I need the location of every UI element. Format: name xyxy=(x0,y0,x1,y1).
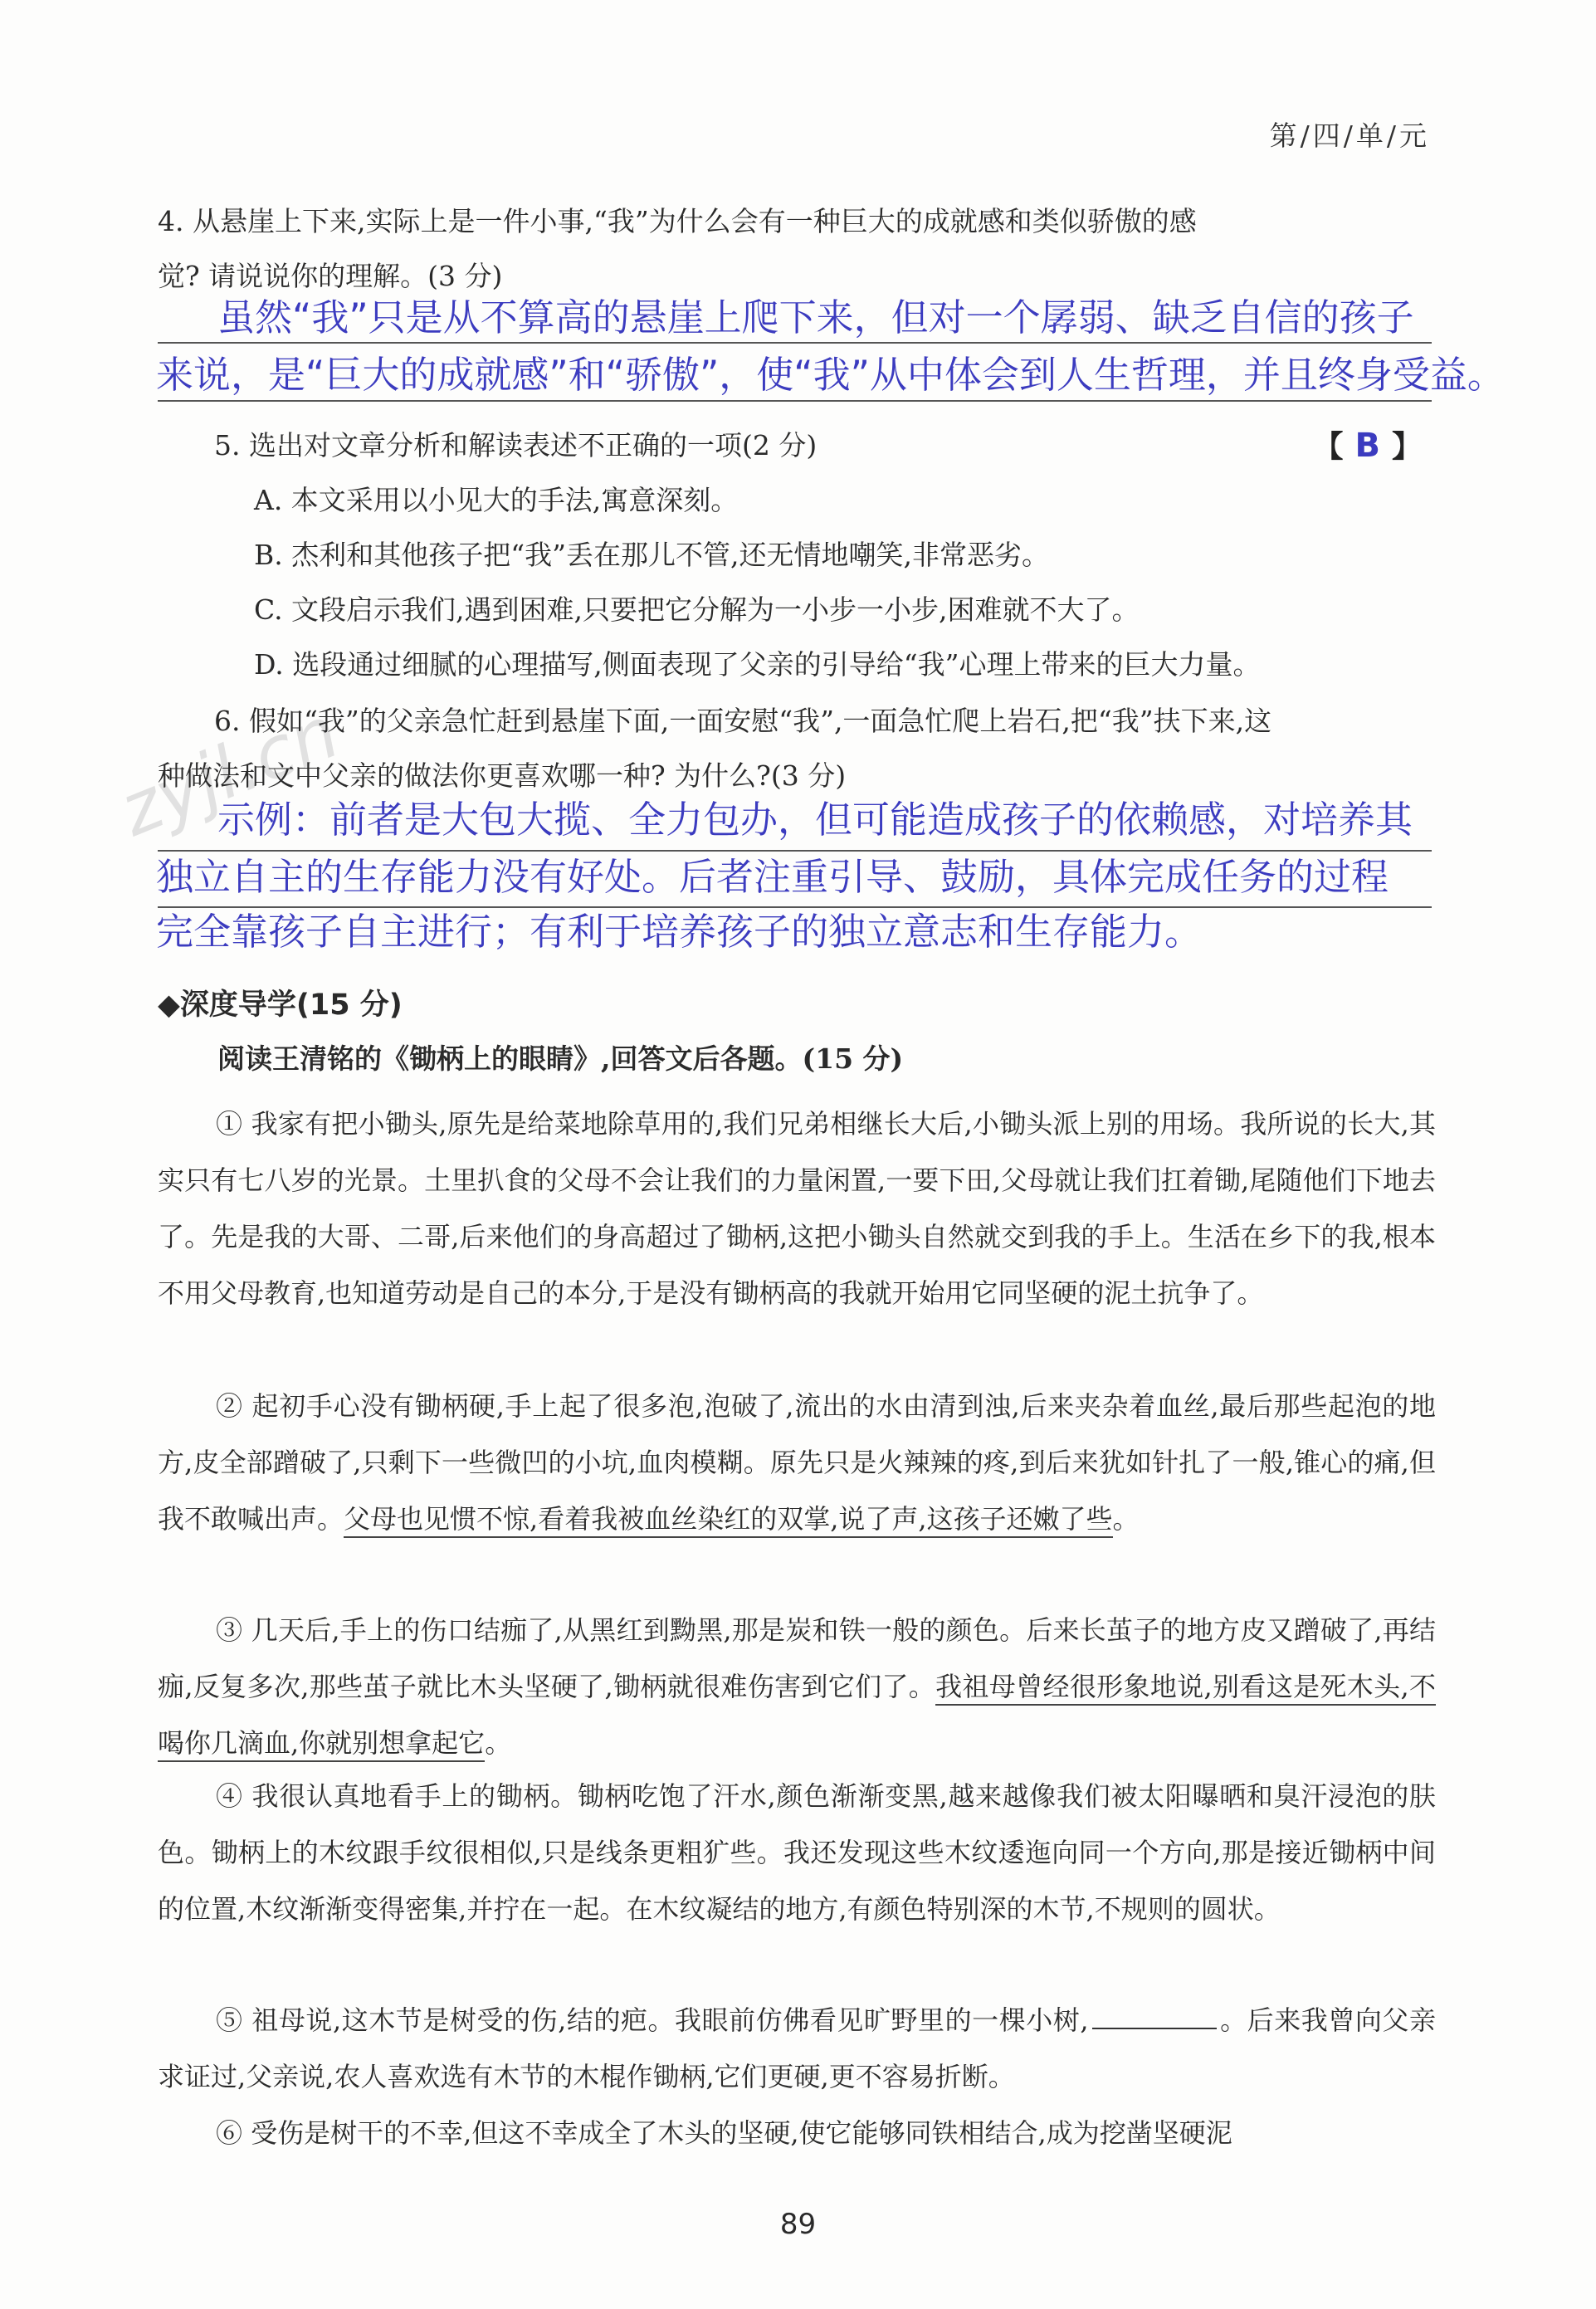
bracket-close: 】 xyxy=(1391,429,1422,464)
passage-paragraph-6: ⑥ 受伤是树干的不幸,但这不幸成全了木头的坚硬,使它能够同铁相结合,成为挖凿坚硬泥 xyxy=(216,2117,1232,2149)
passage-paragraph-5 xyxy=(158,1992,1436,2105)
question-6-answer-line3: 完全靠孩子自主进行；有利于培养孩子的独立意志和生存能力。 xyxy=(156,910,1203,954)
paragraph-3-underlined: 我祖母曾经很形象地说,别看这是死木头,不喝你几滴血,你就别想拿起它 xyxy=(158,1671,1436,1762)
question-5-answer: B xyxy=(1354,427,1380,465)
option-a: A. 本文采用以小见大的手法,寓意深刻。 xyxy=(254,484,739,516)
unit-label: 第/四/单/元 xyxy=(1269,120,1430,152)
question-4-answer-line1: 虽然“我”只是从不算高的悬崖上爬下来，但对一个孱弱、缺乏自信的孩子 xyxy=(217,295,1414,339)
bracket-open: 【 xyxy=(1313,429,1344,464)
paragraph-5-text-a: ⑤ 祖母说,这木节是树受的伤,结的疤。我眼前仿佛看见旷野里的一棵小树, xyxy=(216,2004,1089,2036)
paragraph-5-text-b: 。后来我曾向父亲求证过,父亲说,农人喜欢选有木节的木棍作锄柄,它们更硬,更不容易折断。 xyxy=(158,2004,1436,2092)
question-6-answer-line1: 示例：前者是大包大揽、全力包办，但可能造成孩子的依赖感，对培养其 xyxy=(217,798,1413,842)
option-d: D. 选段通过细腻的心理描写,侧面表现了父亲的引导给“我”心理上带来的巨大力量。 xyxy=(254,648,1261,681)
passage-paragraph-3 xyxy=(158,1602,1436,1771)
question-6-answer-line2: 独立自主的生存能力没有好处。后者注重引导、鼓励，具体完成任务的过程 xyxy=(156,855,1389,899)
paragraph-3-end: 。 xyxy=(485,1727,512,1759)
question-4-line2: 觉? 请说说你的理解。(3 分) xyxy=(158,260,503,292)
option-b: B. 杰利和其他孩子把“我”丢在那儿不管,还无情地嘲笑,非常恶劣。 xyxy=(254,539,1049,571)
passage-paragraph-2 xyxy=(158,1378,1436,1547)
question-4-line1: 4. 从悬崖上下来,实际上是一件小事,“我”为什么会有一种巨大的成就感和类似骄傲的感 xyxy=(158,205,1197,237)
paragraph-2-text: ② 起初手心没有锄柄硬,手上起了很多泡,泡破了,流出的水由清到浊,后来夹杂着血丝,最后那些起泡的地方,皮全部蹭破了,只剩下一些微凹的小坑,血肉模糊。原先只是火辣辣的疼,到后来犹如针扎了一般,锥心的痛,但我不敢喊出声。 xyxy=(158,1390,1436,1535)
question-5-stem: 5. 选出对文章分析和解读表述不正确的一项(2 分) xyxy=(214,429,818,461)
question-4-answer-line2: 来说，是“巨大的成就感”和“骄傲”，使“我”从中体会到人生哲理，并且终身受益。 xyxy=(156,353,1505,397)
passage-paragraph-1: ① 我家有把小锄头,原先是给菜地除草用的,我们兄弟相继长大后,小锄头派上别的用场。我所说的长大,其实只有七八岁的光景。土里扒食的父母不会让我们的力量闲置,一要下田,父母就让我们扛着锄,尾随他们下地去了。先是我的大哥、二哥,后来他们的身高超过了锄柄,这把小锄头自然就交到我的手上。生活在乡下的我,根本不用父母教育,也知道劳动是自己的本分,于是没有锄柄高的我就开始用它同坚硬的泥土抗争了。 xyxy=(158,1108,1436,1309)
question-5-answer-box xyxy=(1313,423,1422,466)
answer-rule xyxy=(158,400,1432,402)
paragraph-2-underlined: 父母也见惯不惊,看着我被血丝染红的双掌,说了声,这孩子还嫩了些 xyxy=(344,1503,1113,1538)
question-6-line2: 种做法和文中父亲的做法你更喜欢哪一种? 为什么?(3 分) xyxy=(158,759,847,792)
section-title: ◆深度导学(15 分) xyxy=(158,989,403,1022)
option-c: C. 文段启示我们,遇到困难,只要把它分解为一小步一小步,困难就不大了。 xyxy=(254,593,1140,626)
fill-in-blank[interactable] xyxy=(1092,2028,1217,2029)
paragraph-2-end: 。 xyxy=(1112,1503,1140,1535)
page-number: 89 xyxy=(779,2208,817,2241)
passage-paragraph-4: ④ 我很认真地看手上的锄柄。锄柄吃饱了汗水,颜色渐渐变黑,越来越像我们被太阳曝晒和臭汗浸泡的肤色。锄柄上的木纹跟手纹很相似,只是线条更粗犷些。我还发现这些木纹逶迤向同一个方向,那是接近锄柄中间的位置,木纹渐渐变得密集,并拧在一起。在木纹凝结的地方,有颜色特别深的木节,不规则的圆状。 xyxy=(158,1780,1436,1925)
watermark: zyjl.cn xyxy=(109,691,350,853)
answer-rule xyxy=(158,342,1432,344)
question-6-line1: 6. 假如“我”的父亲急忙赶到悬崖下面,一面安慰“我”,一面急忙爬上岩石,把“我”扶下来,这 xyxy=(214,705,1272,737)
paragraph-3-text: ③ 几天后,手上的伤口结痂了,从黑红到黝黑,那是炭和铁一般的颜色。后来长茧子的地方皮又蹭破了,再结痂,反复多次,那些茧子就比木头坚硬了,锄柄就很难伤害到它们了。 xyxy=(158,1614,1436,1702)
section-subtitle: 阅读王清铭的《锄柄上的眼睛》,回答文后各题。(15 分) xyxy=(217,1042,904,1075)
